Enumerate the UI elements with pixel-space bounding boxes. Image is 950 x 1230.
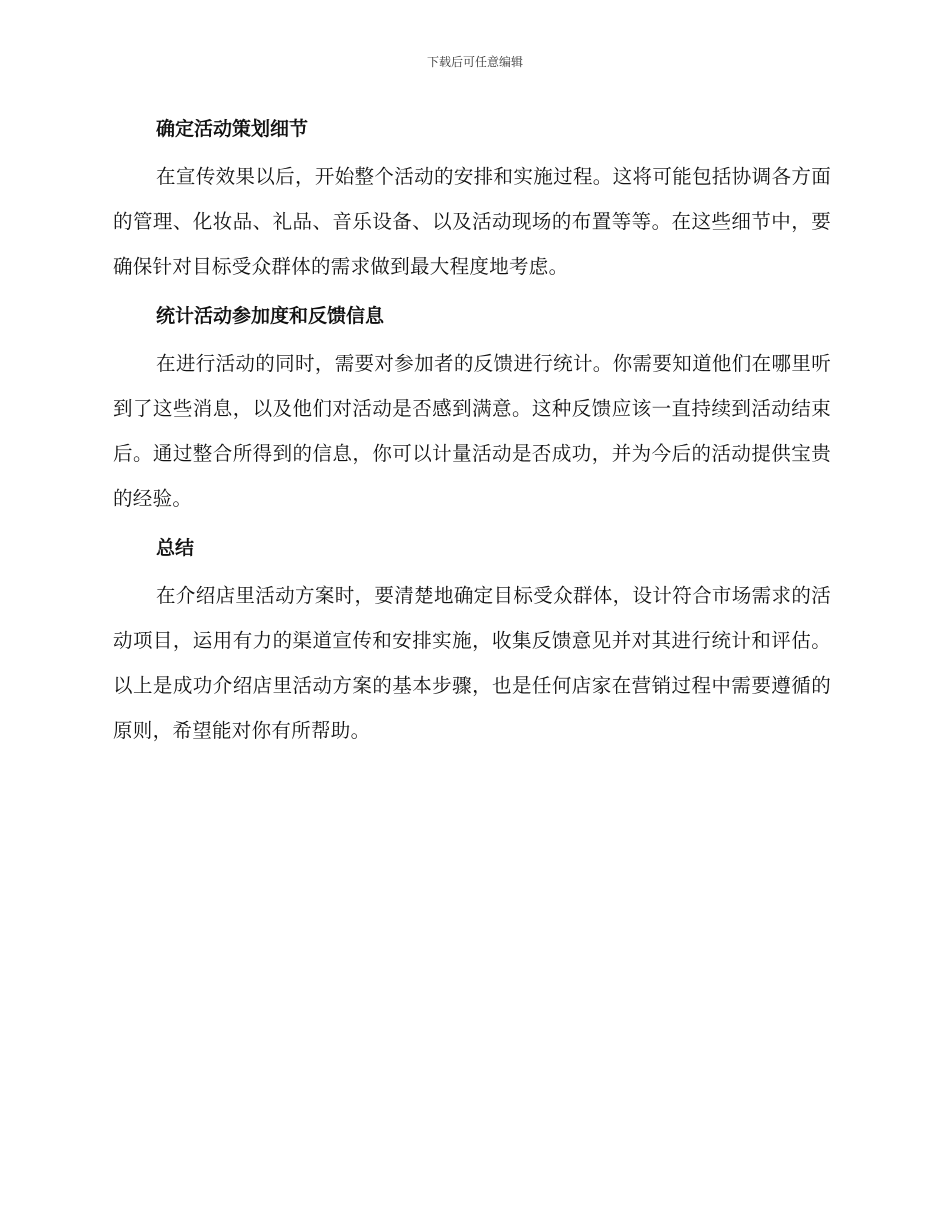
- section-heading: 总结: [156, 537, 195, 559]
- section-paragraph: 在宣传效果以后，开始整个活动的安排和实施过程。这将可能包括协调各方面的管理、化妆品、礼品、音乐设备、以及活动现场的布置等等。在这些细节中，要确保针对目标受众群体的需求做到最大程度地考虑。: [113, 165, 831, 278]
- section-feedback-statistics: [113, 297, 831, 521]
- page-header: 下载后可任意编辑: [426, 55, 523, 69]
- section-planning-details: [113, 110, 831, 289]
- section-summary: [113, 529, 831, 753]
- section-paragraph: 在介绍店里活动方案时，要清楚地确定目标受众群体，设计符合市场需求的活动项目，运用有力的渠道宣传和安排实施，收集反馈意见并对其进行统计和评估。以上是成功介绍店里活动方案的基本步骤，也是任何店家在营销过程中需要遵循的原则，希望能对你有所帮助。: [113, 584, 831, 742]
- section-paragraph: 在进行活动的同时，需要对参加者的反馈进行统计。你需要知道他们在哪里听到了这些消息，以及他们对活动是否感到满意。这种反馈应该一直持续到活动结束后。通过整合所得到的信息，你可以计量活动是否成功，并为今后的活动提供宝贵的经验。: [113, 352, 831, 510]
- section-heading: 确定活动策划细节: [156, 118, 309, 140]
- document-body: [113, 110, 831, 761]
- section-heading: 统计活动参加度和反馈信息: [156, 305, 385, 327]
